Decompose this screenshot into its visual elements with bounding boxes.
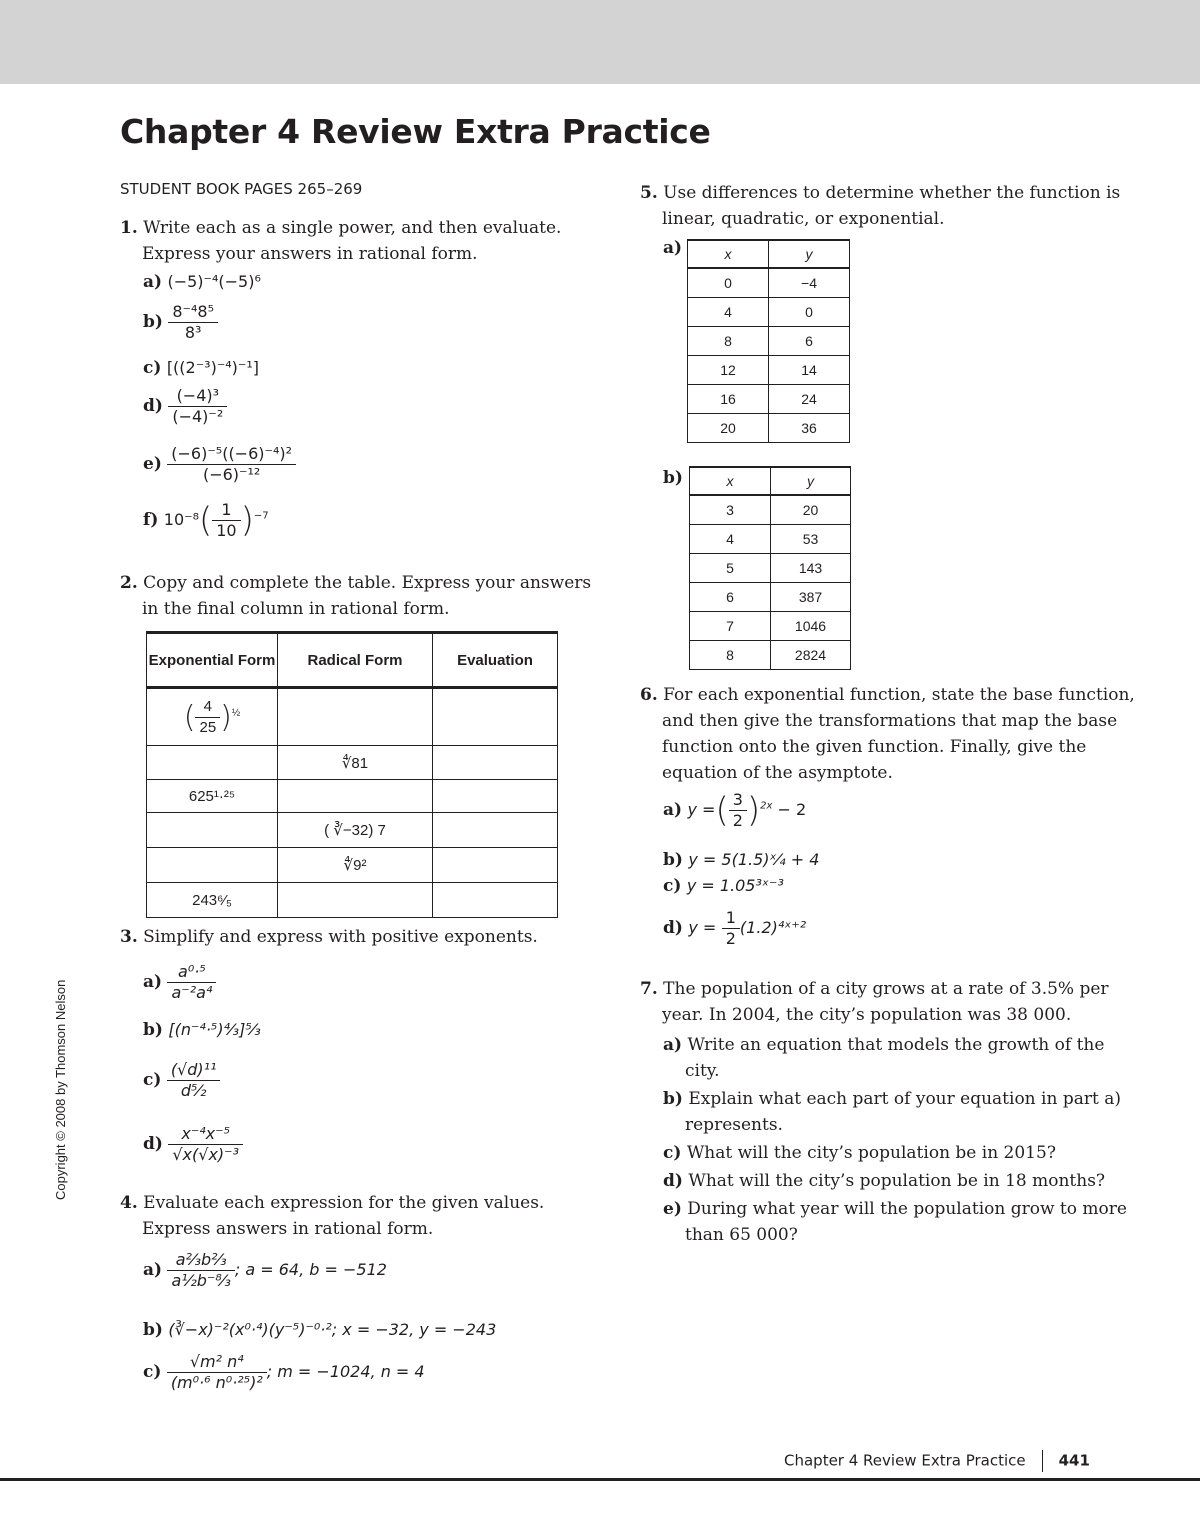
q4c-tail: ; m = −1024, n = 4 bbox=[266, 1362, 425, 1381]
q5b-cell: 143 bbox=[771, 554, 851, 583]
q6-part-a bbox=[663, 790, 806, 831]
q6a-lhs: y = bbox=[687, 800, 716, 819]
q5b-cell: 8 bbox=[690, 641, 771, 670]
q1f-rparen: ) bbox=[240, 500, 254, 541]
q2-r1-num: 4 bbox=[203, 697, 212, 715]
q2-r3-eval bbox=[433, 780, 558, 813]
q6-text: For each exponential function, state the base function, and then give the transformations that map the base function onto the given function. Finally, give the equation of the asymptote. bbox=[662, 685, 1135, 783]
q4c-fraction bbox=[167, 1352, 267, 1393]
q5b-label bbox=[663, 468, 683, 488]
q1e-den: (−6)⁻¹² bbox=[167, 464, 296, 485]
footer-label: Chapter 4 Review Extra Practice bbox=[784, 1451, 1026, 1470]
q3c-label: c) bbox=[143, 1070, 162, 1090]
q2-r1-radical bbox=[278, 688, 433, 746]
q1-part-c bbox=[143, 358, 259, 378]
q2-r4-eval bbox=[433, 813, 558, 848]
q6d-fnum: 1 bbox=[725, 908, 736, 927]
q1b-label: b) bbox=[143, 312, 163, 332]
q3c-fraction bbox=[167, 1060, 221, 1101]
question-6 bbox=[640, 682, 1140, 786]
q1d-label: d) bbox=[143, 396, 163, 416]
q3-text: Simplify and express with positive exponents. bbox=[143, 927, 538, 947]
q5b-cell: 4 bbox=[690, 525, 771, 554]
q2-r2-radical: ∜81 bbox=[278, 746, 433, 780]
q1f-lparen: ( bbox=[198, 500, 213, 541]
q5a-cell: 14 bbox=[769, 356, 850, 385]
q2-r2-eval bbox=[433, 746, 558, 780]
q5a-cell: 24 bbox=[769, 385, 850, 414]
header-bar bbox=[0, 0, 1200, 84]
q5a-cell: 8 bbox=[688, 327, 769, 356]
q7a-label: a) bbox=[663, 1035, 683, 1055]
q7c-label: c) bbox=[663, 1143, 682, 1163]
q1f-base: 10⁻⁸ bbox=[163, 510, 199, 529]
q5a-cell: 36 bbox=[769, 414, 850, 443]
q5b-cell: 7 bbox=[690, 612, 771, 641]
q1a-label: a) bbox=[143, 272, 163, 292]
q4c-den: (m⁰·⁶ n⁰·²⁵)² bbox=[167, 1372, 267, 1393]
q5b-cell: 2824 bbox=[771, 641, 851, 670]
q1e-fraction bbox=[167, 444, 296, 485]
q7d-label: d) bbox=[663, 1171, 683, 1191]
q7d-text: What will the city’s population be in 18 months? bbox=[688, 1171, 1106, 1191]
q7c-text: What will the city’s population be in 2015? bbox=[686, 1143, 1056, 1163]
q2-r1-rparen: ) bbox=[220, 699, 232, 735]
q7-part-c bbox=[663, 1140, 1133, 1166]
q1-part-d bbox=[143, 386, 227, 427]
question-2 bbox=[120, 570, 600, 622]
q3-part-d bbox=[143, 1124, 243, 1165]
q1f-fnum: 1 bbox=[221, 500, 232, 519]
q7-text: The population of a city grows at a rate of 3.5% per year. In 2004, the city’s population was 38 000. bbox=[662, 979, 1109, 1025]
q5a-cell: 20 bbox=[688, 414, 769, 443]
q1-part-f bbox=[143, 500, 269, 541]
q1-text: Write each as a single power, and then evaluate. Express your answers in rational form. bbox=[142, 218, 562, 264]
q1c-expr: [((2⁻³)⁻⁴)⁻¹] bbox=[166, 358, 260, 377]
q5a-cell: 0 bbox=[688, 268, 769, 298]
q1-part-e bbox=[143, 444, 296, 485]
q7b-text: Explain what each part of your equation in part a) represents. bbox=[685, 1089, 1121, 1135]
q6a-label: a) bbox=[663, 800, 683, 820]
q6d-lhs: y = bbox=[688, 918, 717, 937]
page-footer bbox=[784, 1450, 1090, 1472]
q1f-fden: 10 bbox=[212, 520, 240, 541]
q4-part-a bbox=[143, 1250, 387, 1291]
q3c-den: d⁵⁄₂ bbox=[167, 1080, 221, 1101]
q3b-label: b) bbox=[143, 1020, 163, 1040]
q3-part-c bbox=[143, 1060, 220, 1101]
q7-part-a bbox=[663, 1032, 1133, 1084]
question-1 bbox=[120, 215, 590, 267]
q4c-label: c) bbox=[143, 1362, 162, 1382]
q5b-table bbox=[689, 466, 851, 670]
q6a-fraction bbox=[729, 790, 747, 831]
q5a-cell: −4 bbox=[769, 268, 850, 298]
q5b-cell: 387 bbox=[771, 583, 851, 612]
q6c-expr: y = 1.05³ˣ⁻³ bbox=[686, 876, 784, 895]
q2-header-evaluation: Evaluation bbox=[433, 633, 558, 688]
q2-header-radical: Radical Form bbox=[278, 633, 433, 688]
q7e-label: e) bbox=[663, 1199, 682, 1219]
q3d-den: √x(√x)⁻³ bbox=[168, 1144, 243, 1165]
q2-r4-radical: ( ∛−32) 7 bbox=[278, 813, 433, 848]
q6b-label: b) bbox=[663, 850, 683, 870]
q2-r1-exp bbox=[147, 688, 278, 746]
q6-number: 6. bbox=[640, 685, 658, 705]
q5a-header-x: x bbox=[688, 240, 769, 268]
q4a-den: a¹⁄₂b⁻⁸⁄₃ bbox=[167, 1270, 234, 1291]
q5b-cell: 3 bbox=[690, 495, 771, 525]
q6d-tail: (1.2)⁴ˣ⁺² bbox=[739, 918, 807, 937]
q4-number: 4. bbox=[120, 1193, 138, 1213]
q4-text: Evaluate each expression for the given values. Express answers in rational form. bbox=[142, 1193, 545, 1239]
q6a-rparen: ) bbox=[746, 790, 761, 831]
q2-r2-exp bbox=[147, 746, 278, 780]
q1e-label: e) bbox=[143, 454, 162, 474]
q6c-label: c) bbox=[663, 876, 682, 896]
q6a-exp: 2x bbox=[760, 800, 773, 812]
q2-r5-exp bbox=[147, 848, 278, 883]
q2-r1-den: 25 bbox=[195, 717, 220, 738]
q7-part-b bbox=[663, 1086, 1133, 1138]
q3a-num: a⁰·⁵ bbox=[178, 962, 206, 981]
q3b-expr: [(n⁻⁴·⁵)⁴⁄₃]⁵⁄₃ bbox=[168, 1020, 261, 1039]
q7-part-e bbox=[663, 1196, 1133, 1248]
q5a-cell: 6 bbox=[769, 327, 850, 356]
q2-text: Copy and complete the table. Express your answers in the final column in rational form. bbox=[142, 573, 592, 619]
footer-rule bbox=[0, 1478, 1200, 1481]
q1f-fraction bbox=[212, 500, 240, 541]
q3-part-a bbox=[143, 962, 216, 1003]
page-number: 441 bbox=[1058, 1451, 1090, 1470]
q1f-label: f) bbox=[143, 510, 159, 530]
q5a-label-text: a) bbox=[663, 238, 683, 258]
q1b-num: 8⁻⁴8⁵ bbox=[172, 302, 214, 321]
q6d-label: d) bbox=[663, 918, 683, 938]
q3a-fraction bbox=[167, 962, 216, 1003]
q4a-tail: ; a = 64, b = −512 bbox=[234, 1260, 387, 1279]
q1-part-b bbox=[143, 302, 218, 343]
q7-number: 7. bbox=[640, 979, 658, 999]
q6a-tail: − 2 bbox=[772, 800, 807, 819]
q1b-fraction bbox=[168, 302, 218, 343]
q2-r1-frac bbox=[195, 697, 220, 738]
q5a-header-y: y bbox=[769, 240, 850, 268]
student-book-pages: STUDENT BOOK PAGES 265–269 bbox=[120, 180, 363, 198]
q5b-cell: 20 bbox=[771, 495, 851, 525]
q3a-label: a) bbox=[143, 972, 163, 992]
question-5 bbox=[640, 180, 1140, 232]
q2-r3-exp: 625¹·²⁵ bbox=[147, 780, 278, 813]
page-title: Chapter 4 Review Extra Practice bbox=[120, 112, 711, 151]
q3d-label: d) bbox=[143, 1134, 163, 1154]
q6b-expr: y = 5(1.5)ˣ⁄₄ + 4 bbox=[688, 850, 820, 869]
q5a-label bbox=[663, 238, 682, 258]
q4a-label: a) bbox=[143, 1260, 163, 1280]
q2-r3-radical bbox=[278, 780, 433, 813]
q2-r1-eval bbox=[433, 688, 558, 746]
q5b-header-y: y bbox=[771, 467, 851, 495]
q6a-lparen: ( bbox=[715, 790, 729, 831]
copyright-notice: Copyright © 2008 by Thomson Nelson bbox=[53, 979, 68, 1200]
q4-part-b bbox=[143, 1320, 496, 1340]
q5a-cell: 12 bbox=[688, 356, 769, 385]
q1d-den: (−4)⁻² bbox=[168, 406, 227, 427]
q2-header-exponential: Exponential Form bbox=[147, 633, 278, 688]
question-7 bbox=[640, 976, 1140, 1028]
q3c-num: (√d)¹¹ bbox=[170, 1060, 217, 1079]
q5b-cell: 53 bbox=[771, 525, 851, 554]
q6-part-d bbox=[663, 908, 806, 949]
q5a-cell: 0 bbox=[769, 298, 850, 327]
q2-r6-exp: 243⁶⁄₅ bbox=[147, 883, 278, 918]
q2-table bbox=[146, 631, 558, 918]
q1c-label: c) bbox=[143, 358, 162, 378]
q1a-expr: (−5)⁻⁴(−5)⁶ bbox=[167, 272, 261, 291]
q2-r4-exp bbox=[147, 813, 278, 848]
q3d-num: x⁻⁴x⁻⁵ bbox=[181, 1124, 230, 1143]
q7e-text: During what year will the population grow to more than 65 000? bbox=[685, 1199, 1127, 1245]
q4b-label: b) bbox=[143, 1320, 163, 1340]
q7a-text: Write an equation that models the growth of the city. bbox=[685, 1035, 1105, 1081]
q1e-num: (−6)⁻⁵((−6)⁻⁴)² bbox=[171, 444, 293, 463]
q5b-header-x: x bbox=[690, 467, 771, 495]
q2-r6-radical bbox=[278, 883, 433, 918]
footer-separator bbox=[1042, 1450, 1043, 1472]
q6a-fnum: 3 bbox=[732, 790, 743, 809]
q7-part-d bbox=[663, 1168, 1133, 1194]
q5a-cell: 16 bbox=[688, 385, 769, 414]
question-3 bbox=[120, 924, 590, 950]
q6a-fden: 2 bbox=[729, 810, 747, 831]
q5a-cell: 4 bbox=[688, 298, 769, 327]
q4a-fraction bbox=[167, 1250, 234, 1291]
q4b-expr: (∛−x)⁻²(x⁰·⁴)(y⁻⁵)⁻⁰·²; x = −32, y = −243 bbox=[168, 1320, 497, 1339]
q2-r1-pow: ½ bbox=[231, 706, 241, 718]
q1b-den: 8³ bbox=[168, 322, 218, 343]
q2-r1-lparen: ( bbox=[183, 699, 196, 735]
q7b-label: b) bbox=[663, 1089, 683, 1109]
q4a-num: a²⁄₃b²⁄₃ bbox=[175, 1250, 227, 1269]
q5-number: 5. bbox=[640, 183, 658, 203]
q6-part-c bbox=[663, 876, 784, 896]
q5-text: Use differences to determine whether the function is linear, quadratic, or exponential. bbox=[662, 183, 1121, 229]
q3d-fraction bbox=[168, 1124, 243, 1165]
q5b-label-text: b) bbox=[663, 468, 683, 488]
q3-number: 3. bbox=[120, 927, 138, 947]
q2-r5-radical: ∜9² bbox=[278, 848, 433, 883]
q1f-exp: −7 bbox=[253, 510, 269, 522]
q7-parts bbox=[663, 1032, 1133, 1248]
q6d-fden: 2 bbox=[722, 928, 740, 949]
q1-number: 1. bbox=[120, 218, 138, 238]
q2-r6-eval bbox=[433, 883, 558, 918]
q6d-fraction bbox=[722, 908, 740, 949]
q4-part-c bbox=[143, 1352, 425, 1393]
q5b-cell: 6 bbox=[690, 583, 771, 612]
q2-number: 2. bbox=[120, 573, 138, 593]
q1-part-a bbox=[143, 272, 261, 292]
q1d-num: (−4)³ bbox=[176, 386, 220, 405]
q6-part-b bbox=[663, 850, 819, 870]
q1d-fraction bbox=[168, 386, 227, 427]
q5b-cell: 1046 bbox=[771, 612, 851, 641]
q3a-den: a⁻²a⁴ bbox=[167, 982, 216, 1003]
q5b-cell: 5 bbox=[690, 554, 771, 583]
q3-part-b bbox=[143, 1020, 261, 1040]
question-4 bbox=[120, 1190, 610, 1242]
q2-r5-eval bbox=[433, 848, 558, 883]
q5a-table bbox=[687, 239, 850, 443]
q4c-num: √m² n⁴ bbox=[189, 1352, 244, 1371]
